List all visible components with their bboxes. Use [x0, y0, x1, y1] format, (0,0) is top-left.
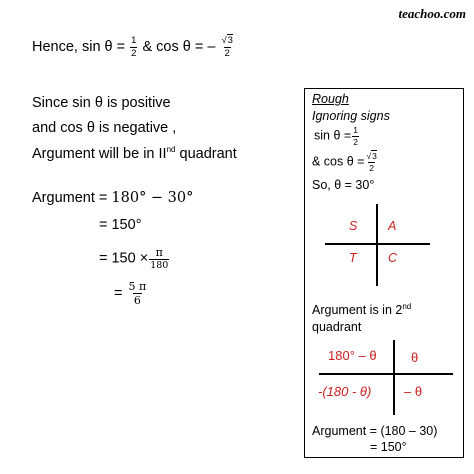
- hence-prefix: Hence, sin θ =: [32, 38, 130, 55]
- argument-line: Argument = 180° − 30°: [32, 190, 194, 206]
- q2-bottom-right: – θ: [404, 384, 423, 399]
- argument-expression: 180° − 30°: [111, 190, 194, 206]
- times-pi-line: = 150 × $\frac{\pi}{180}$: [99, 246, 169, 271]
- rough-final-1: Argument = (180 – 30): [312, 424, 438, 438]
- since-line-3: Argument will be in IInd quadrant: [32, 145, 237, 162]
- since-line-2: and cos θ is negative ,: [32, 120, 177, 136]
- astc-vertical-line: [376, 204, 378, 286]
- quadrant-s: S: [349, 219, 358, 233]
- hence-line: [32, 36, 235, 58]
- rough-so-line: So, θ = 30°: [312, 178, 375, 192]
- q2-vertical-line: [393, 340, 395, 415]
- rough-quadrant-word: quadrant: [312, 320, 362, 334]
- rough-final-2: = 150°: [370, 440, 407, 454]
- astc-horizontal-line: [325, 243, 430, 245]
- quadrant-c: C: [388, 251, 398, 265]
- pi-over-180: $\frac{\pi}{180}$: [150, 246, 169, 271]
- equals-150: = 150°: [99, 217, 142, 233]
- since-line-1: Since sin θ is positive: [32, 95, 171, 111]
- brand-logo: teachoo.com: [398, 6, 466, 21]
- rough-sin-line: sin θ = $\frac{1}{2}$: [314, 125, 358, 147]
- quadrant-a: A: [388, 219, 397, 233]
- cos-fraction: $\frac{√3}{2}$: [221, 35, 233, 59]
- rough-title: Rough: [312, 92, 349, 106]
- q2-top-left: 180° – θ: [328, 348, 377, 363]
- rough-arg-2nd: Argument is in 2nd: [312, 302, 412, 318]
- and-cos: & cos θ = –: [138, 38, 220, 55]
- q2-bottom-left: -(180 - θ): [318, 384, 372, 399]
- rough-ignoring: Ignoring signs: [312, 109, 390, 123]
- q2-top-right: θ: [411, 350, 419, 365]
- result-line: = $\frac{5 \pi}{6}$: [114, 280, 147, 307]
- sin-fraction: $\frac{1}{2}$: [131, 35, 137, 59]
- q2-horizontal-line: [319, 373, 453, 375]
- quadrant-t: T: [349, 251, 357, 265]
- rough-cos-line: & cos θ = $\frac{√3}{2}$: [312, 151, 377, 173]
- result-fraction: $\frac{5 \pi}{6}$: [128, 280, 147, 307]
